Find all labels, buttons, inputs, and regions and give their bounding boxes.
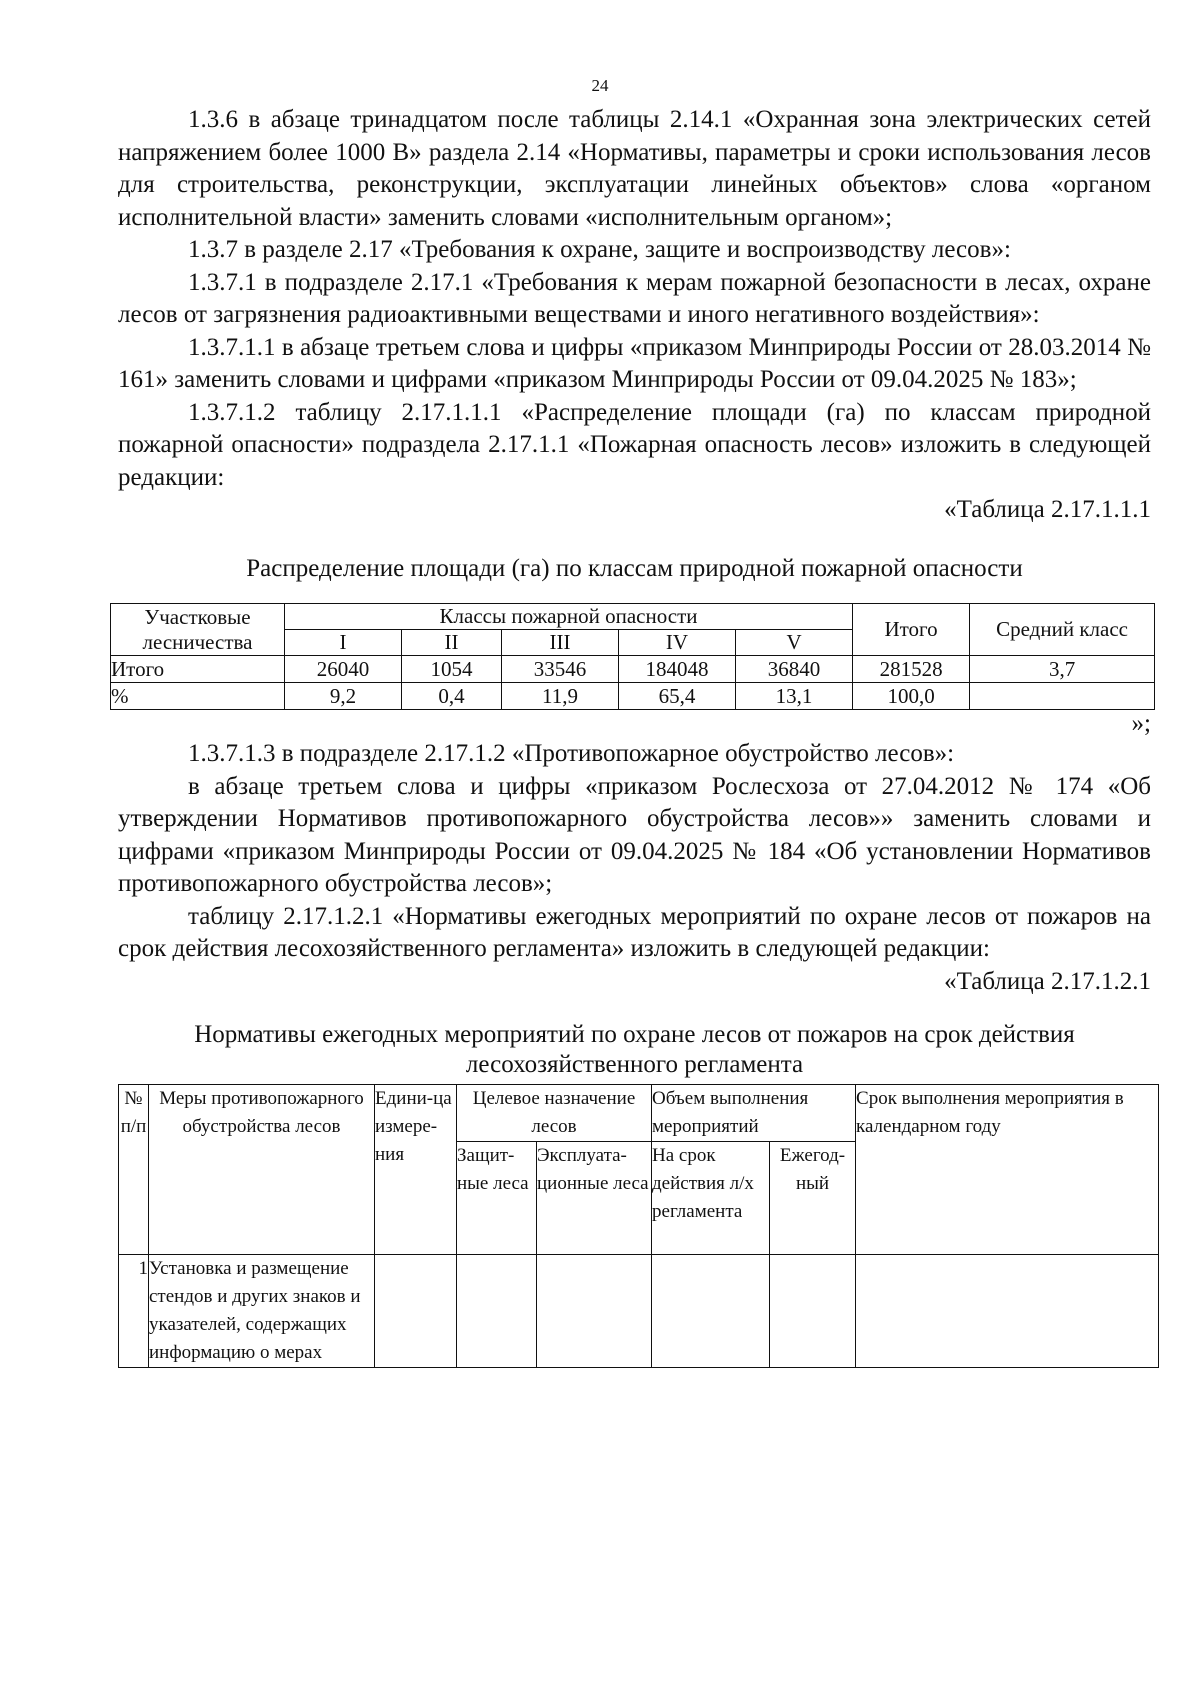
- t1-header-avg: Средний класс: [970, 604, 1155, 656]
- t2-cell: [770, 1255, 856, 1368]
- fire-class-table: [110, 603, 1155, 710]
- table-row: [111, 683, 1155, 710]
- t1-cell: 65,4: [619, 683, 736, 710]
- t1-cell: 26040: [285, 656, 402, 683]
- t2-header-period: На срок действия л/х регламента: [652, 1142, 770, 1255]
- table2-label: «Таблица 2.17.1.2.1: [944, 967, 1151, 995]
- t1-class-i: I: [285, 630, 402, 656]
- t1-row-label: %: [111, 683, 285, 710]
- paragraph-table-2-17-1-2-1: таблицу 2.17.1.2.1 «Нормативы ежегодных мероприятий по охране лесов от пожаров на срок действия лесохозяйственного регламента» изложить в следующей редакции:: [118, 902, 1151, 962]
- t1-cell: 13,1: [736, 683, 853, 710]
- t1-cell: 9,2: [285, 683, 402, 710]
- t1-header-total: Итого: [853, 604, 970, 656]
- paragraph-1-3-7: 1.3.7 в разделе 2.17 «Требования к охране, защите и воспроизводству лесов»:: [188, 236, 1011, 263]
- t1-cell: 36840: [736, 656, 853, 683]
- t1-cell: 0,4: [402, 683, 502, 710]
- t2-header-purpose: Целевое назначение лесов: [457, 1085, 652, 1142]
- paragraph-1-3-7-1-2: 1.3.7.1.2 таблицу 2.17.1.1.1 «Распределение площади (га) по классам природной пожарной опасности» подраздела 2.17.1.1 «Пожарная опасность лесов» изложить в следующей редакции:: [118, 398, 1151, 491]
- t2-row-measure: Установка и размещение стендов и других знаков и указателей, содержащих информацию о мерах: [149, 1255, 375, 1368]
- t2-cell: [375, 1255, 457, 1368]
- t1-class-v: V: [736, 630, 853, 656]
- table1-label: «Таблица 2.17.1.1.1: [944, 496, 1151, 523]
- t2-header-deadline: Срок выполнения мероприятия в календарном году: [856, 1085, 1159, 1255]
- table-row: [119, 1255, 1159, 1368]
- t2-cell: [457, 1255, 537, 1368]
- t1-row-label: Итого: [111, 656, 285, 683]
- t2-header-exploitation: Эксплуата-ционные леса: [537, 1142, 652, 1255]
- paragraph-1-3-7-1-1: 1.3.7.1.1 в абзаце третьем слова и цифры «приказом Минприроды России от 28.03.2014 № 161» заменить словами и цифрами «приказом Минприроды России от 09.04.2025 № 183»;: [118, 333, 1151, 393]
- paragraph-order-174: в абзаце третьем слова и цифры «приказом Рослесхоза от 27.04.2012 № 174 «Об утверждении Нормативов противопожарного обустройства лесов»» заменить словами и цифрами «приказом Минприроды России от 09.04.2025 № 184 «Об установлении Нормативов противопожарного обустройства лесов»;: [118, 772, 1151, 897]
- table1-caption: Распределение площади (га) по классам природной пожарной опасности: [246, 554, 1023, 582]
- t1-class-iii: III: [502, 630, 619, 656]
- paragraph-1-3-7-1: 1.3.7.1 в подразделе 2.17.1 «Требования к мерам пожарной безопасности в лесах, охране лесов от загрязнения радиоактивными веществами и иного негативного воздействия»:: [118, 268, 1151, 328]
- t1-cell-total: 100,0: [853, 683, 970, 710]
- t1-cell: 184048: [619, 656, 736, 683]
- table1-closing: »;: [1131, 710, 1151, 737]
- t1-class-ii: II: [402, 630, 502, 656]
- table2-caption: Нормативы ежегодных мероприятий по охране лесов от пожаров на срок действия лесохозяйственного регламента: [194, 1021, 1075, 1078]
- t2-cell: [652, 1255, 770, 1368]
- t1-cell: 33546: [502, 656, 619, 683]
- t1-cell-avg: 3,7: [970, 656, 1155, 683]
- t1-cell: 11,9: [502, 683, 619, 710]
- t1-header-forestry: Участковые лесничества: [111, 604, 285, 656]
- t2-header-measures: Меры противопожарного обустройства лесов: [149, 1085, 375, 1255]
- paragraph-1-3-6: 1.3.6 в абзаце тринадцатом после таблицы 2.14.1 «Охранная зона электрических сетей напряжением более 1000 В» раздела 2.14 «Нормативы, параметры и сроки использования лесов для строительства, реконструкции, эксплуатации линейных объектов» слова «органом исполнительной власти» заменить словами «исполнительным органом»;: [118, 106, 1151, 231]
- page-number: 24: [591, 76, 609, 95]
- t2-header-unit: Едини-ца измере-ния: [375, 1085, 457, 1255]
- t2-cell: [537, 1255, 652, 1368]
- t1-cell-avg: [970, 683, 1155, 710]
- fire-measures-table: [118, 1084, 1159, 1368]
- t2-cell: [856, 1255, 1159, 1368]
- t2-header-protective: Защит-ные леса: [457, 1142, 537, 1255]
- t1-class-iv: IV: [619, 630, 736, 656]
- t2-header-annual: Ежегод-ный: [770, 1142, 856, 1255]
- t1-cell-total: 281528: [853, 656, 970, 683]
- table-row: [111, 656, 1155, 683]
- t2-row-num: 1: [119, 1255, 149, 1368]
- paragraph-1-3-7-1-3: 1.3.7.1.3 в подразделе 2.17.1.2 «Противопожарное обустройство лесов»:: [188, 740, 955, 767]
- t2-header-num: № п/п: [119, 1085, 149, 1255]
- t1-cell: 1054: [402, 656, 502, 683]
- document-body: [111, 104, 1151, 1368]
- t2-header-volume: Объем выполнения мероприятий: [652, 1085, 856, 1142]
- t1-header-classes: Классы пожарной опасности: [285, 604, 853, 630]
